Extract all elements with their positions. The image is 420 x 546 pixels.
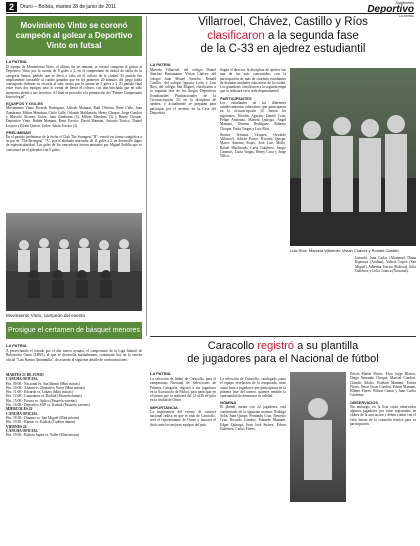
ajedrez-headline-highlight: clasificaron xyxy=(207,29,265,42)
prelim-head: PRELIMINAR xyxy=(6,129,31,135)
schedule-row xyxy=(6,373,142,382)
ajedrez-caption: Luis Ríos, Marcela Villarroel, Vivian Chávez y Ronald Castillo xyxy=(290,248,399,253)
basquet-headline: Prosigue el certamen de básquet menores xyxy=(6,322,142,339)
schedule-row xyxy=(6,425,142,434)
importancia-head: IMPORTANCIA xyxy=(150,404,178,410)
caracollo-headline-pre: Caracollo xyxy=(207,340,255,352)
page-number: 2 xyxy=(6,2,17,12)
supplement-label: Suplemento xyxy=(395,1,414,5)
caracollo-col4-text: Edwin Martín Flores, Elvis Jorge Blanco, Diego Armando Choque, Marcial Condori, Claudio Adalio, Esteban Mamani, Edwin Flores, Omar Oscar Condori, Edwin Mamani, Hilmer Flores, Wilson Cazari y Juan Carlos Cárdenas. xyxy=(350,372,416,398)
ajedrez-headline xyxy=(150,16,416,57)
basquet-schedule xyxy=(6,373,142,437)
schedule-detail: CANCHA OFICIAL xyxy=(6,411,38,416)
schedule-detail: Hrs. 15:00.- Pucara vs. Aplico (Pasarela varones) xyxy=(6,398,77,403)
schedule-detail: CANCHA OFICIAL xyxy=(6,377,38,382)
schedule-day: MARTES 21 DE JUNIO xyxy=(6,373,44,377)
schedule-detail: Hrs. 11:00.- Edoardo vs. Lakers (Mini mixtas) xyxy=(6,390,73,395)
futsal-caption: Movimiento Vinto, campeón del evento xyxy=(6,313,86,318)
schedule-detail: Hrs. 12:00.- Cuarentera vs. Kodiak (Pasarela damas) xyxy=(6,394,82,399)
ajedrez-col2-text: Según el director, la disciplina de ajedrez fue una de las más concurridas, con la participación de más de cuarenta estudiantes de distintas unidades educativas de la ciudad. Los ganadores clasificaron a la segunda etapa que se realizará en la sede departamental. xyxy=(220,68,286,94)
ajedrez-section: LA PATRIA xyxy=(150,62,171,67)
caracollo-headline xyxy=(150,340,416,366)
futsal-section: LA PATRIA xyxy=(6,59,27,64)
futsal-body xyxy=(6,65,142,152)
importancia-text: La importancia del evento de carácter nacional radica en que el club de Caracollo, será el representante de Oruro y buscará el título ante los mejores equipos del país. xyxy=(150,409,216,427)
basquet-section: LA PATRIA xyxy=(6,343,27,348)
ajedrez-col4: Limachi, Juan Carlos (Alemana), Diana Espinoza (Andina), Valeria López (San Miguel), Adhemar Torrico (Bolívar), Julio Gutiérrez y Celia Cuenca (Nacional). xyxy=(355,256,416,273)
schedule-day: MIERCOLES 22 xyxy=(6,407,33,412)
caracollo-col1 xyxy=(150,377,216,427)
caracollo-col2 xyxy=(220,377,286,431)
ajedrez-col3-text: Jhonny Terrazas Vásquez, Oswaldo Villarroel, Adrián Ponce, Ricardo Quispe, Marco Antonio Rojas, José Luis Mollo, Rafael Machicado, Carla Gutiérrez, Sergio Canaviri, Lucía Vargas, Henry Coca y Jorge Villca. xyxy=(220,132,286,159)
basquet-body: A provechando el feriado por el año nuevo aymara, el campeonato de la Liga Infantil de Baloncesto Oruro (LIBO), el que se desarrolla normalmente, continuará hoy en la cancha oficial "Luis Ramos Quintanilla", de acuerdo al siguiente detalle de confrontaciones: xyxy=(6,349,142,362)
ajedrez-col2 xyxy=(220,68,286,159)
column-divider xyxy=(146,16,147,336)
ajedrez-photo xyxy=(290,68,416,246)
caracollo-col2-text: La selección de Caracollo, catalogada como el equipo revelación de la temporada, tiene como base a jugadores que participaron en la primera fase del torneo, quienes tendrán la oportunidad de demostrar su calidad. xyxy=(220,377,286,399)
schedule-detail: Hrs. 10:00.- Atlanta vs. Deportivo Norte (Mini mixtas) xyxy=(6,385,85,390)
schedule-detail: Hrs. 18:30.- Dinamo vs. San Miguel (Mini mixtas) xyxy=(6,415,80,420)
schedule-day: VIERNES 24 xyxy=(6,424,27,429)
prelim-text: En el partido preliminar de la fecha el Club The Strongest "B", venció en forma categórica a su par de "The Strongest" "A", por el abultado marcador de 11 goles a 2, en desarrollo digno de espectacularidad. Los goles de los vencedores fueron anotados por Miguel Padilla que se constituyó en el goleador con 6 goles. xyxy=(6,134,142,152)
player-photo-icon xyxy=(290,372,346,502)
brand-name: Deportivo xyxy=(367,4,414,15)
futsal-headline: Movimiento Vinto se coronó campeón al golear a Deportivo Vinto en futsal xyxy=(6,16,142,56)
caracollo-headline-highlight: registró xyxy=(257,340,294,352)
ajedrez-headline-line3: de la C-33 en ajedrez estudiantil xyxy=(200,43,366,55)
schedule-row xyxy=(6,433,142,437)
futsal-photo xyxy=(6,213,142,311)
caracollo-col1-text: La selección de fútbol de Caracollo, para el campeonato Nacional de Selecciones de Primera Categoría, registró a sus jugadores en la Asociación de Fútbol, para participar en el torneo que se realizará del 12 al 26 de julio en la ciudad de Oruro. xyxy=(150,377,216,403)
caracollo-headline-line1 xyxy=(150,340,416,353)
ajedrez-headline-line2-text: a la segunda fase xyxy=(267,29,359,42)
brand-sub: LA PATRIA xyxy=(399,14,414,18)
schedule-detail: Hrs. 16:00.- Deportivo SAP vs. Kodiak (Pasarela varones) xyxy=(6,403,90,408)
caracollo-headline-post: a su plantilla xyxy=(297,340,359,352)
nomina-text: El plantel cuenta con 22 jugadores, está conformado de la siguiente manera: Rodrigo Soliz, Juan Quispe, Fernando Cruz, Nemesio Cruz, Ricardo Condori, Eduardo Mamani, Edgar Quiroga, Juan José Suárez, Edwin Gutiérrez, Carlos Flores. xyxy=(220,405,286,431)
ajedrez-headline-line1: Villarroel, Chávez, Castillo y Ríos xyxy=(198,16,368,28)
observados-text: Sin embargo, en la lista están observados algunos jugadores por estar registrados en clubes de la asociación y deben contar con el visto bueno de la comisión técnica para su participación. xyxy=(350,404,416,426)
futsal-text: El equipo de Movimiento Vinto, el último fin de semana, se coronó campeón al golear al Deportivo Vinto por la cuenta de 8 goles a 2, en el campeonato de fútbol de salón de la categoría Senior, partido que se llevó a cabo en el coliseo de la ciudad. El partido fue ampliamente favorable al cuadro ganador que en los primeros 20 minutos del juego había conseguido elaborar su victoria al salir airoso por la cuenta de 5 goles a 1. El partido final entre estos dos equipos tuvo lo virtud de llenar el coliseo, con una hinchada que en todo momento alentó a sus favoritos. Al final se procedió a la premiación del "Primer Campeonato Intercolegial". xyxy=(6,65,142,100)
section-rule xyxy=(150,336,416,337)
observados-head: OBSERVADOS xyxy=(350,399,379,405)
ajedrez-headline-line2 xyxy=(150,30,416,44)
page-header xyxy=(6,1,414,18)
schedule-detail: CANCHA OFICIAL xyxy=(6,428,38,433)
caracollo-section: LA PATRIA xyxy=(150,371,171,376)
schedule-detail: Hrs. 09:00.- Nacional vs. San Martín (Mini mixtas) xyxy=(6,381,80,386)
schedule-detail: Hrs. 19:00.- Bolívia Japón vs. Yaller (Mini mixtas) xyxy=(6,433,80,438)
teams-text: Movimiento Vinto: Ricardo Rodríguez, Alfredo Mamani, Raúl Oliveira, René Calle, Juan Zambrana, Milton Mendoza, Cirilo Calle, Orlando Maldonado, Henry Choque, Jorge Condori y Marcelo Alvarez. Goles: Juan Zambrana (3), Milton Mendoza (3) y Henry Choque. Deportivo Vinto: Rubén Mamani, René Torrico, David Mamani, Antonio Torrico, Daniel Loayza y Efraín Quiroz. Goles: Julián Torrico (2). xyxy=(6,106,142,128)
participants-head: PARTICIPANTES xyxy=(220,95,252,101)
schedule-detail: Hrs. 19:30.- Kansai vs. Kodiak (Cadetes damas) xyxy=(6,420,76,425)
caracollo-photo xyxy=(290,372,346,502)
schedule-row xyxy=(6,407,142,416)
participants-text: Los estudiantes de los diferentes establecimientos educativos que participaron en la circunscripción 33, fueron los siguientes: Nicolás Agustín, Daniel Cruz, Felipe Antezana, Mariela Quiroga, Ángel Mamani, Ximena Rodríguez, Roberto Choque, Paola Vargas y Luis Ríos. xyxy=(220,100,286,131)
nomina-head: NÓMINA xyxy=(220,400,237,406)
edition-line: Oruro – Bolivia, martes 28 de junio de 2011 xyxy=(20,4,117,10)
caracollo-headline-line2: de jugadores para el Nacional de fútbol xyxy=(187,353,379,365)
team-photo-icon xyxy=(6,213,142,311)
ajedrez-col1: Marcela Villarroel, del colegio Daniel Sánchez Bustamante; Vivian Chávez, del colegio Juan Misael Saracho, Ronald Castillo, del colegio Ignacio León y Luis Ríos, del colegio San Miguel, clasificaron a la segunda fase de los Juegos Deportivos Estudiantiles Plurinacionales de la Circunscripción 33, en la disciplina de ajedrez, y actualmente se preparan para participar por el ascenso en la Casa del Deportista. xyxy=(150,68,216,115)
caracollo-col4 xyxy=(350,372,416,426)
teams-head: EQUIPOS Y GOLES xyxy=(6,101,43,107)
students-photo-icon xyxy=(290,68,416,246)
